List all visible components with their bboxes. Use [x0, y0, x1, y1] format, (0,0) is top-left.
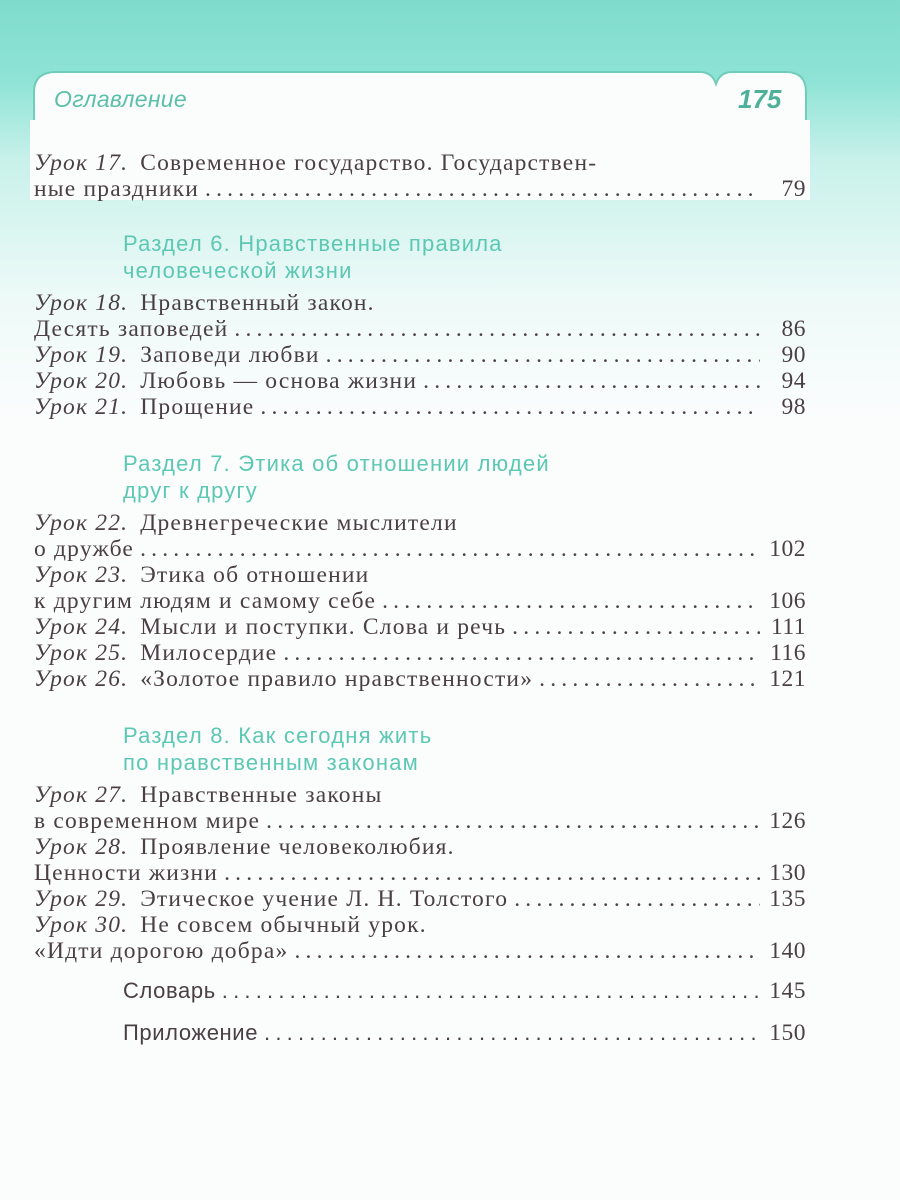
leader-dots: [264, 1020, 760, 1046]
lesson-title-cont: ные праздники: [34, 176, 199, 202]
lesson-label: Урок 21.: [34, 394, 129, 420]
leader-dots: [140, 536, 760, 562]
leader-dots: [205, 176, 760, 202]
lesson-title: Этика об отношении: [140, 562, 370, 588]
page-ref: 106: [769, 588, 806, 614]
section-title: Раздел 7. Этика об отношении людей: [123, 451, 550, 476]
appendix-title: Приложение: [123, 1020, 259, 1045]
leader-dots: [326, 342, 760, 368]
toc-entry-lesson-24[interactable]: [34, 614, 806, 640]
lesson-label: Урок 28.: [34, 834, 129, 860]
lesson-label: Урок 27.: [34, 782, 129, 808]
page-ref: 94: [781, 368, 806, 394]
toc-entry-lesson-28[interactable]: [34, 834, 806, 886]
lesson-title-cont: к другим людям и самому себе: [34, 588, 377, 614]
toc-entry-lesson-29[interactable]: [34, 886, 806, 912]
leader-dots: [234, 316, 760, 342]
lesson-title: Мысли и поступки. Слова и речь: [140, 614, 507, 640]
lesson-label: Урок 23.: [34, 562, 129, 588]
section-title-cont: друг к другу: [123, 478, 258, 503]
lesson-title-cont: Десять заповедей: [34, 316, 229, 342]
lesson-label: Урок 24.: [34, 614, 129, 640]
lesson-title: Этическое учение Л. Н. Толстого: [140, 886, 509, 912]
page-ref: 140: [769, 938, 806, 964]
toc-entry-lesson-21[interactable]: [34, 394, 806, 420]
leader-dots: [222, 978, 760, 1004]
toc-entry-lesson-20[interactable]: [34, 368, 806, 394]
toc-entry-appendix[interactable]: [34, 1020, 806, 1046]
page-ref: 135: [769, 886, 806, 912]
lesson-title: «Золотое правило нравственности»: [140, 666, 534, 692]
toc-entry-lesson-23[interactable]: [34, 562, 806, 614]
lesson-label: Урок 19.: [34, 342, 129, 368]
page-ref: 126: [769, 808, 806, 834]
section-heading-8: [34, 722, 806, 776]
lesson-title: Нравственные законы: [140, 782, 383, 808]
toc-entry-lesson-30[interactable]: [34, 912, 806, 964]
page-ref: 111: [770, 614, 806, 640]
lesson-label: Урок 17.: [34, 150, 129, 176]
toc-entry-lesson-22[interactable]: [34, 510, 806, 562]
lesson-label: Урок 30.: [34, 912, 129, 938]
lesson-label: Урок 20.: [34, 368, 129, 394]
lesson-title: Не совсем обычный урок.: [140, 912, 427, 938]
lesson-title: Современное государство. Государствен-: [140, 150, 598, 176]
lesson-title: Любовь — основа жизни: [140, 368, 418, 394]
lesson-label: Урок 18.: [34, 290, 129, 316]
table-of-contents: [34, 150, 806, 1046]
lesson-title-cont: «Идти дорогою добра»: [34, 938, 289, 964]
page-ref: 79: [781, 176, 806, 202]
lesson-title: Нравственный закон.: [140, 290, 375, 316]
leader-dots: [512, 614, 760, 640]
page-ref: 102: [769, 536, 806, 562]
lesson-title: Проявление человеколюбия.: [140, 834, 455, 860]
section-title-cont: по нравственным законам: [123, 750, 419, 775]
page-ref: 86: [781, 316, 806, 342]
leader-dots: [539, 666, 760, 692]
page-ref: 90: [781, 342, 806, 368]
page-ref: 98: [781, 394, 806, 420]
toc-entry-glossary[interactable]: [34, 978, 806, 1004]
section-title: Раздел 6. Нравственные правила: [123, 231, 503, 256]
section-title-cont: человеческой жизни: [123, 258, 353, 283]
page-ref: 150: [769, 1020, 806, 1046]
lesson-title: Прощение: [140, 394, 255, 420]
leader-dots: [224, 860, 760, 886]
leader-dots: [266, 808, 760, 834]
lesson-label: Урок 29.: [34, 886, 129, 912]
lesson-title: Заповеди любви: [140, 342, 320, 368]
leader-dots: [382, 588, 760, 614]
leader-dots: [260, 394, 760, 420]
lesson-title: Древнегреческие мыслители: [140, 510, 458, 536]
leader-dots: [294, 938, 760, 964]
lesson-title-cont: в современном мире: [34, 808, 261, 834]
glossary-title: Словарь: [123, 978, 216, 1003]
page-number: 175: [738, 84, 782, 114]
toc-entry-lesson-27[interactable]: [34, 782, 806, 834]
section-heading-6: [34, 230, 806, 284]
page-ref: 116: [770, 640, 806, 666]
page-heading: Оглавление: [54, 86, 187, 112]
leader-dots: [283, 640, 760, 666]
toc-entry-lesson-26[interactable]: [34, 666, 806, 692]
lesson-title-cont: Ценности жизни: [34, 860, 219, 886]
lesson-label: Урок 26.: [34, 666, 129, 692]
page-ref: 130: [769, 860, 806, 886]
page-ref: 145: [769, 978, 806, 1004]
section-title: Раздел 8. Как сегодня жить: [123, 723, 433, 748]
lesson-label: Урок 22.: [34, 510, 129, 536]
leader-dots: [514, 886, 760, 912]
lesson-label: Урок 25.: [34, 640, 129, 666]
section-heading-7: [34, 450, 806, 504]
leader-dots: [423, 368, 760, 394]
lesson-title: Милосердие: [140, 640, 278, 666]
page-ref: 121: [769, 666, 806, 692]
toc-entry-lesson-17[interactable]: [34, 150, 806, 202]
toc-entry-lesson-18[interactable]: [34, 290, 806, 342]
toc-entry-lesson-19[interactable]: [34, 342, 806, 368]
lesson-title-cont: о дружбе: [34, 536, 135, 562]
toc-entry-lesson-25[interactable]: [34, 640, 806, 666]
